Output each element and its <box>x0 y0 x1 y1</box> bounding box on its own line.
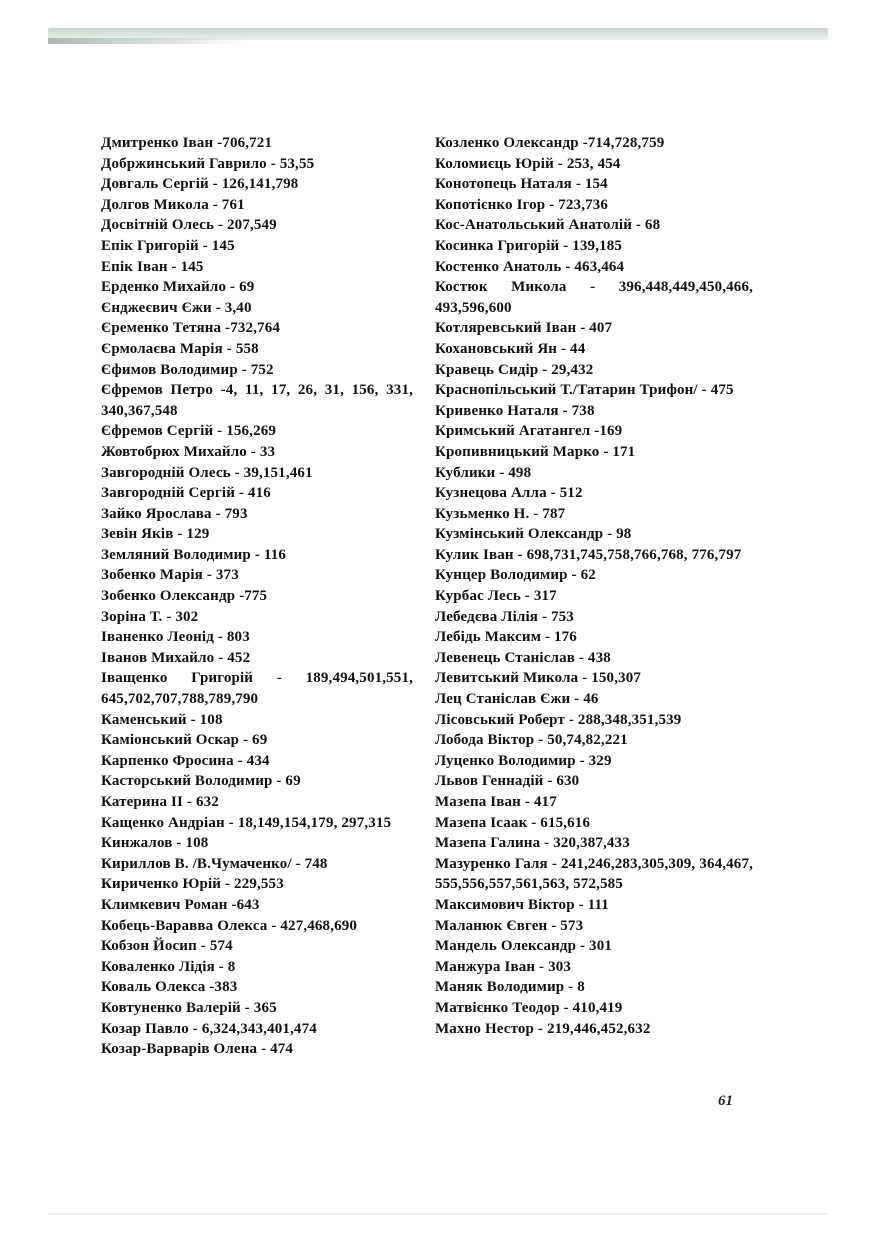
index-entry: Зобенко Олександр -775 <box>101 588 268 605</box>
index-entry: Кривенко Наталя - 738 <box>435 402 595 419</box>
index-entry: Кропивницький Марко - 171 <box>435 443 636 460</box>
index-entry: Луценко Володимир - 329 <box>435 752 612 769</box>
index-entry: Костенко Анатоль - 463,464 <box>435 258 625 275</box>
index-entry: Завгородній Олесь - 39,151,461 <box>101 464 313 481</box>
index-entry: Мазуренко Галя - 241,246,283,305,309, 364,467, 555,556,557,561,563, 572,585 <box>435 855 753 893</box>
index-entry: Козар Павло - 6,324,343,401,474 <box>101 1020 317 1037</box>
index-entry: Копотієнко Ігор - 723,736 <box>435 196 609 213</box>
index-entry: Косинка Григорій - 139,185 <box>435 237 623 254</box>
index-entry: Кобзон Йосип - 574 <box>101 938 233 955</box>
index-entry: Кулик Іван - 698,731,745,758,766,768, 776,797 <box>435 546 742 563</box>
index-entry: Климкевич Роман -643 <box>101 896 260 913</box>
index-entry: Епік Григорій - 145 <box>101 237 235 254</box>
index-entry: Кириллов В. /В.Чумаченко/ - 748 <box>101 855 328 872</box>
index-entry: Максимович Віктор - 111 <box>435 896 609 913</box>
index-entry: Коломиєць Юрій - 253, 454 <box>435 155 621 172</box>
index-entry: Лец Станіслав Єжи - 46 <box>435 691 599 708</box>
index-entry: Єфремов Петро -4, 11, 17, 26, 31, 156, 331, 340,367,548 <box>101 382 413 419</box>
index-entry: Конотопець Наталя - 154 <box>435 176 608 193</box>
index-entry: Козар-Варварів Олена - 474 <box>101 1041 294 1058</box>
index-entry: Мазепа Галина - 320,387,433 <box>435 835 630 852</box>
index-entry: Єременко Тетяна -732,764 <box>101 320 281 337</box>
index-entry: Жовтобрюх Михайло - 33 <box>101 443 276 460</box>
index-entry: Єнджеєвич Єжи - 3,40 <box>101 299 252 316</box>
index-entry: Львов Геннадій - 630 <box>435 773 580 790</box>
index-entry: Кузьменко Н. - 787 <box>435 505 566 522</box>
index-entry: Каміонський Оскар - 69 <box>101 732 268 749</box>
index-entry: Кравець Сидір - 29,432 <box>435 361 594 378</box>
index-entry: Іванов Михайло - 452 <box>101 649 251 666</box>
index-entry: Манжура Іван - 303 <box>435 958 572 975</box>
index-entry: Левенець Станіслав - 438 <box>435 649 611 666</box>
index-entry: Зобенко Марія - 373 <box>101 567 239 584</box>
index-entry: Земляний Володимир - 116 <box>101 546 286 563</box>
index-entry: Кримський Агатангел -169 <box>435 423 623 440</box>
index-entry: Зайко Ярослава - 793 <box>101 505 248 522</box>
index-entry: Епік Іван - 145 <box>101 258 204 275</box>
index-entry: Кузмінський Олександр - 98 <box>435 526 632 543</box>
index-entry: Коваль Олекса -383 <box>101 979 238 996</box>
index-entry: Коваленко Лідія - 8 <box>101 958 236 975</box>
index-column-right <box>435 133 753 1039</box>
index-entry: Кохановський Ян - 44 <box>435 340 586 357</box>
index-entry: Матвієнко Теодор - 410,419 <box>435 999 623 1016</box>
index-entry: Карпенко Фросина - 434 <box>101 752 270 769</box>
index-entry: Маняк Володимир - 8 <box>435 979 585 996</box>
index-entry: Іващенко Григорій - 189,494,501,551, 645,702,707,788,789,790 <box>101 670 413 708</box>
index-entry: Курбас Лесь - 317 <box>435 588 557 605</box>
index-entry: Єфремов Сергій - 156,269 <box>101 423 277 440</box>
index-entry: Кос-Анатольський Анатолій - 68 <box>435 217 661 234</box>
index-entry: Зевін Яків - 129 <box>101 526 210 543</box>
index-entry: Козленко Олександр -714,728,759 <box>435 135 665 151</box>
index-entry: Кунцер Володимир - 62 <box>435 567 596 584</box>
index-column-left <box>101 133 413 1060</box>
index-entry: Довгаль Сергій - 126,141,798 <box>101 176 299 193</box>
index-entry: Досвітній Олесь - 207,549 <box>101 217 277 234</box>
index-entry: Мазепа Ісаак - 615,616 <box>435 814 591 831</box>
index-entry: Кириченко Юрій - 229,553 <box>101 876 284 893</box>
page-bottom-edge <box>48 1213 828 1215</box>
index-entry: Іваненко Леонід - 803 <box>101 629 250 646</box>
index-entry: Котляревський Іван - 407 <box>435 320 613 337</box>
index-entry: Лебедєва Лілія - 753 <box>435 608 574 625</box>
index-entry: Костюк Микола - 396,448,449,450,466, 493,596,600 <box>435 279 753 316</box>
index-entry: Лісовський Роберт - 288,348,351,539 <box>435 711 682 728</box>
index-entry: Єрмолаєва Марія - 558 <box>101 340 259 357</box>
index-entry: Завгородній Сергій - 416 <box>101 485 271 502</box>
index-entry: Каменський - 108 <box>101 711 223 728</box>
index-entry: Кинжалов - 108 <box>101 835 209 852</box>
page-top-edge-shadow <box>48 38 248 44</box>
index-entry: Катерина ІІ - 632 <box>101 794 219 810</box>
index-entry: Краснопільський Т./Татарин Трифон/ - 475 <box>435 382 734 399</box>
index-entry: Маланюк Євген - 573 <box>435 917 584 934</box>
index-entry: Махно Нестор - 219,446,452,632 <box>435 1020 651 1037</box>
index-entry: Кузнецова Алла - 512 <box>435 485 583 502</box>
index-entry: Касторський Володимир - 69 <box>101 773 301 790</box>
index-entry: Лебідь Максим - 176 <box>435 629 577 646</box>
index-entry: Ковтуненко Валерій - 365 <box>101 999 277 1016</box>
index-entry: Долгов Микола - 761 <box>101 196 245 213</box>
index-entry: Дмитренко Іван -706,721 <box>101 135 273 151</box>
index-entry: Кублики - 498 <box>435 464 532 481</box>
index-entry: Кащенко Андріан - 18,149,154,179, 297,315 <box>101 814 392 831</box>
index-entry: Мазепа Іван - 417 <box>435 794 557 810</box>
index-entry: Зоріна Т. - 302 <box>101 608 199 625</box>
page-number: 61 <box>718 1093 733 1109</box>
index-entry: Добржинський Гаврило - 53,55 <box>101 155 315 172</box>
index-entry: Мандель Олександр - 301 <box>435 938 613 955</box>
index-entry: Лобода Віктор - 50,74,82,221 <box>435 732 628 749</box>
index-entry: Кобець-Варавва Олекса - 427,468,690 <box>101 917 358 934</box>
index-entry: Левитський Микола - 150,307 <box>435 670 642 687</box>
index-entry: Ерденко Михайло - 69 <box>101 279 255 296</box>
index-entry: Єфимов Володимир - 752 <box>101 361 274 378</box>
